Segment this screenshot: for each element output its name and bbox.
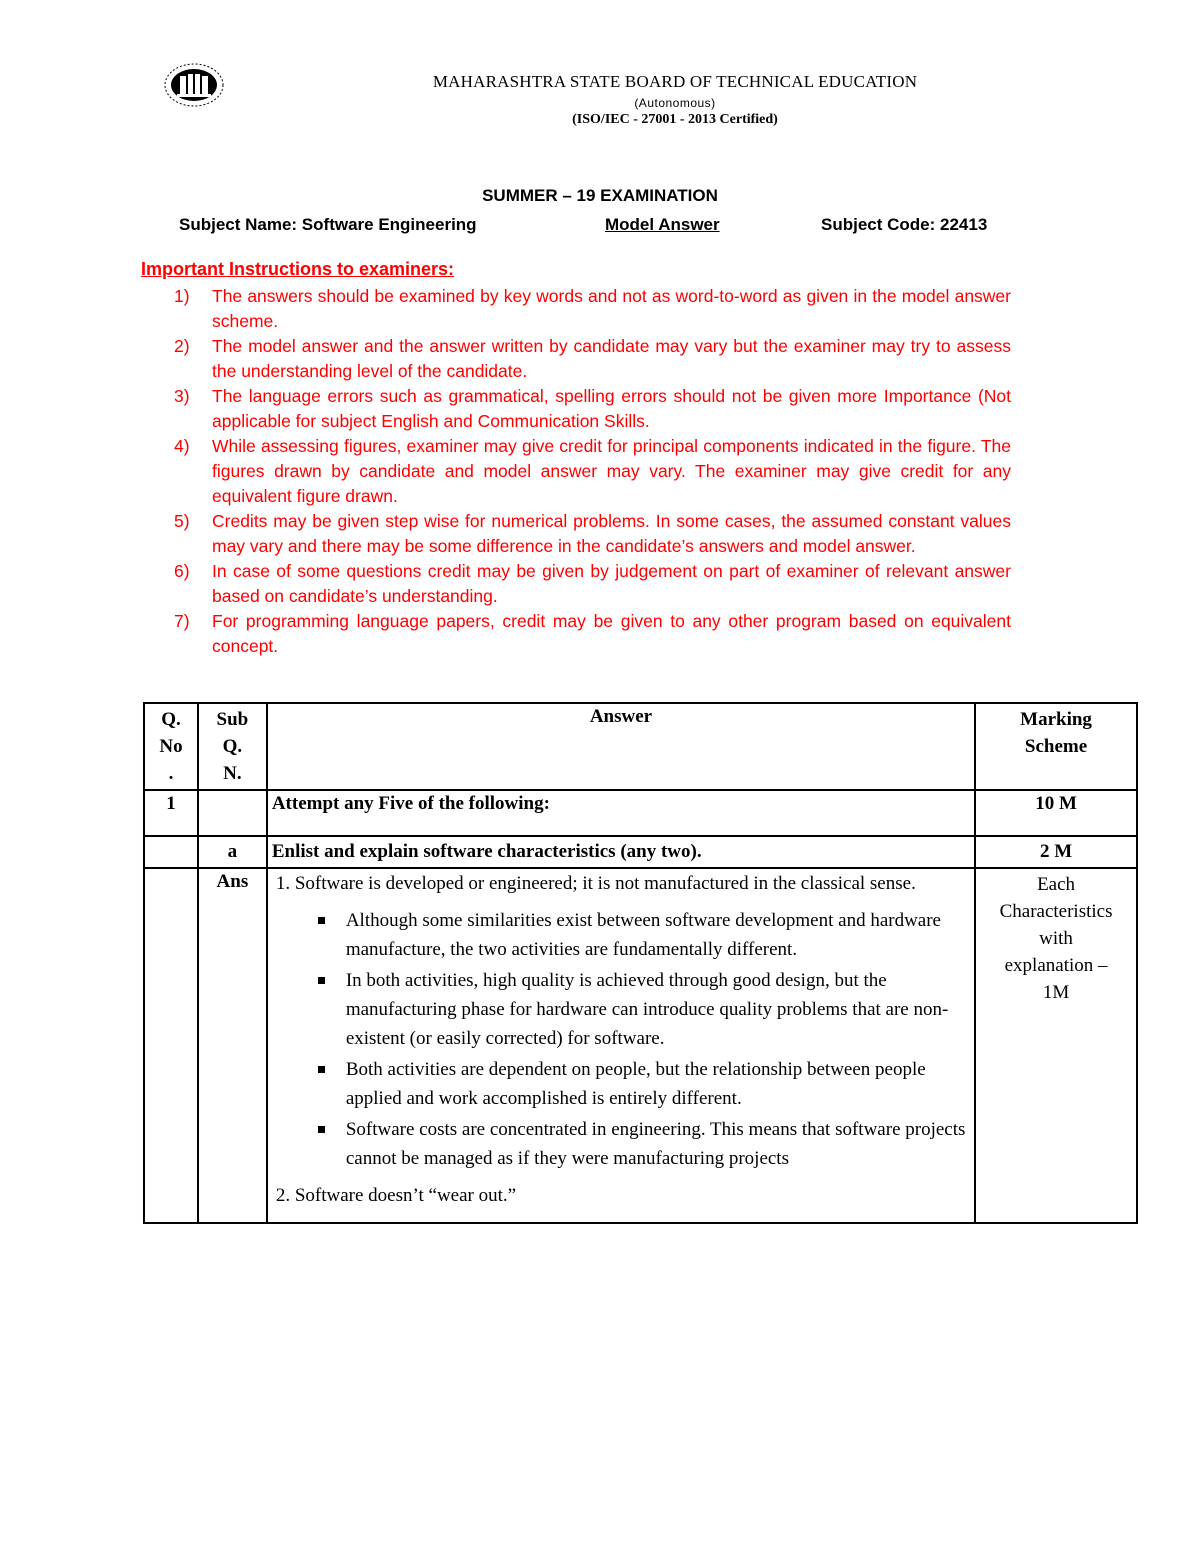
instruction-item: 5) Credits may be given step wise for numerical problems. In some cases, the assumed constant values may vary and there may be some difference in the candidate’s answers and model answer. [174, 511, 1011, 556]
empty-cell [144, 836, 198, 868]
answer-point-1: 1. Software is developed or engineered; it is not manufactured in the classical sense. [275, 873, 916, 894]
answer-table [143, 702, 1138, 1224]
list-item: Software costs are concentrated in engineering. This means that software projects cannot be managed as if they were manufacturing projects [276, 1115, 968, 1173]
list-item: Although some similarities exist between software development and hardware manufacture, the two activities are fundamentally different. [276, 906, 968, 964]
answer-bullets [276, 906, 968, 1173]
bullet-icon [318, 917, 325, 924]
table-row [144, 868, 1137, 1223]
instruction-item: 6) In case of some questions credit may be given by judgement on part of examiner of relevant answer based on candidate’s understanding. [174, 561, 1011, 606]
board-iso-certification: (ISO/IEC - 27001 - 2013 Certified) [572, 112, 778, 127]
empty-cell [144, 868, 198, 1223]
model-answer-label: Model Answer [605, 215, 720, 234]
subquestion-marks: 2 M [975, 836, 1137, 868]
instruction-item: 7) For programming language papers, credit may be given to any other program based on equivalent concept. [174, 611, 1011, 656]
header-answer: Answer [267, 703, 975, 790]
exam-title: SUMMER – 19 EXAMINATION [482, 186, 718, 205]
table-row [144, 790, 1137, 836]
question-number: 1 [144, 790, 198, 836]
board-name: MAHARASHTRA STATE BOARD OF TECHNICAL EDUCATION [432, 72, 918, 91]
list-item: In both activities, high quality is achieved through good design, but the manufacturing phase for hardware can introduce quality problems that are non-existent (or easily corrected) for software. [276, 966, 968, 1053]
subquestion-label: a [198, 836, 267, 868]
instruction-item: 2) The model answer and the answer written by candidate may vary but the examiner may try to assess the understanding level of the candidate. [174, 336, 1011, 381]
instructions-list [141, 284, 1011, 659]
header-qno: Q. No . [144, 703, 198, 790]
bullet-icon [318, 977, 325, 984]
answer-point-2: 2. Software doesn’t “wear out.” [275, 1185, 517, 1206]
board-autonomous: (Autonomous) [634, 96, 716, 110]
question-marks: 10 M [975, 790, 1137, 836]
header-marking-scheme: Marking Scheme [975, 703, 1137, 790]
instruction-item: 3) The language errors such as grammatical, spelling errors should not be given more Importance (Not applicable for subject English and Communication Skills. [174, 386, 1011, 431]
empty-cell [198, 790, 267, 836]
table-header-row [144, 703, 1137, 790]
list-item: Both activities are dependent on people, but the relationship between people applied and work accomplished is entirely different. [276, 1055, 968, 1113]
subject-name: Subject Name: Software Engineering [179, 215, 477, 234]
msbte-logo-icon [163, 62, 225, 108]
instruction-item: 1) The answers should be examined by key words and not as word-to-word as given in the model answer scheme. [174, 286, 1011, 331]
answer-body [267, 868, 975, 1223]
question-text: Attempt any Five of the following: [267, 790, 975, 836]
header-subqno: Sub Q. N. [198, 703, 267, 790]
instructions-heading: Important Instructions to examiners: [141, 259, 455, 279]
instruction-item: 4) While assessing figures, examiner may give credit for principal components indicated in the figure. The figures drawn by candidate and model answer may vary. The examiner may give credit for any equivalent figure drawn. [174, 436, 1011, 506]
subject-code: Subject Code: 22413 [821, 215, 988, 234]
answer-label: Ans [198, 868, 267, 1223]
table-row [144, 836, 1137, 868]
bullet-icon [318, 1126, 325, 1133]
bullet-icon [318, 1066, 325, 1073]
subquestion-text: Enlist and explain software characteristics (any two). [267, 836, 975, 868]
marking-scheme-text: Each Characteristics with explanation – 1M [975, 868, 1137, 1223]
